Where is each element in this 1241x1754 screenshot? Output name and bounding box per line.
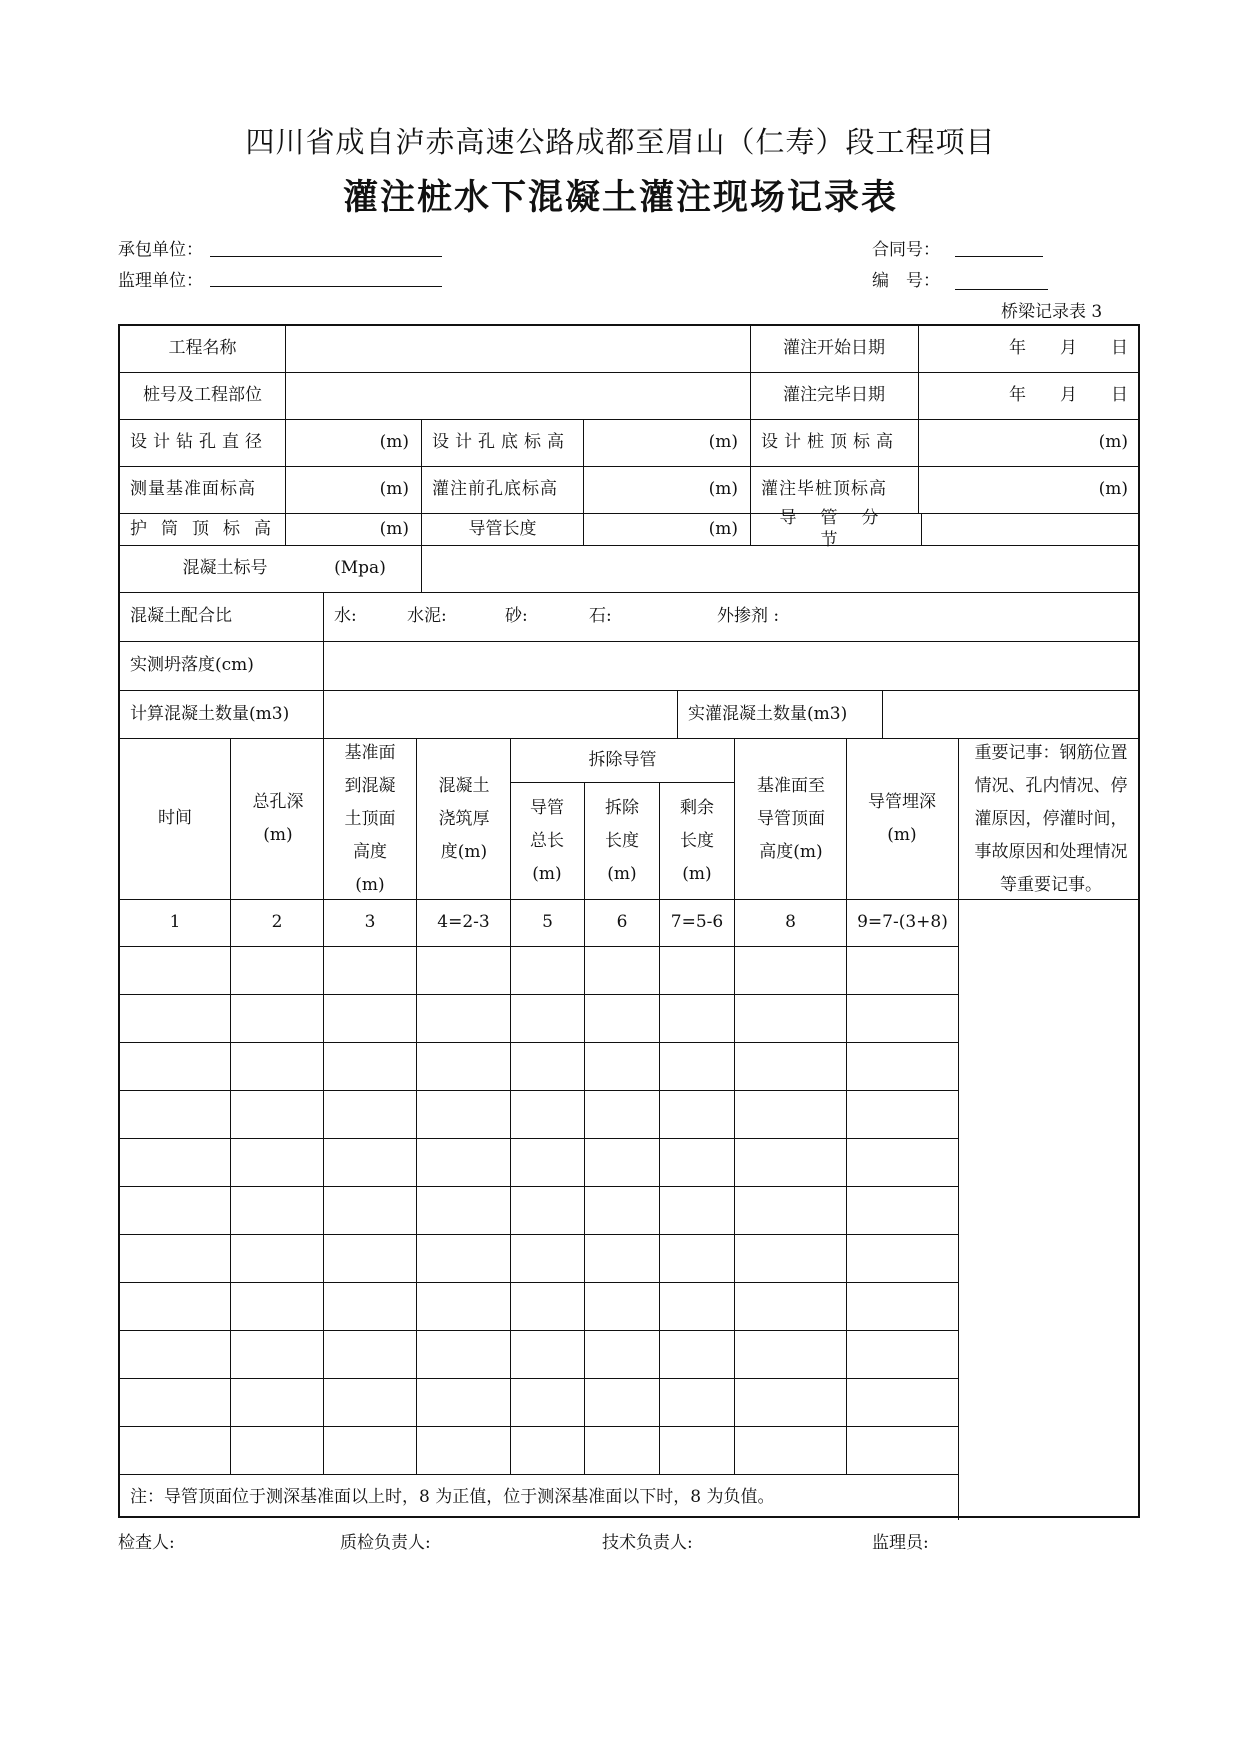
pile-top-unit[interactable]: (m) (1098, 432, 1128, 453)
form-title: 灌注桩水下混凝土灌注现场记录表 (342, 177, 898, 218)
col-divider (846, 738, 847, 1474)
contractor-field[interactable] (210, 256, 442, 257)
col-divider (416, 738, 417, 1474)
survey-datum-unit[interactable]: (m) (379, 479, 409, 500)
col-header-removed-length: 拆除长度(m) (605, 797, 639, 884)
mix-water-label: 水: (334, 606, 357, 627)
project-title: 四川省成自泸赤高速公路成都至眉山（仁寿）段工程项目 (245, 125, 996, 159)
pipe-length-unit[interactable]: (m) (708, 518, 738, 539)
record-table (118, 324, 1140, 1518)
col-number-7: 7=5-6 (670, 912, 724, 933)
slump-field[interactable] (324, 642, 1140, 690)
mix-sand-label: 砂: (505, 606, 528, 627)
col-number-1: 1 (169, 912, 181, 933)
row-divider (120, 1378, 958, 1379)
col-divider (230, 738, 231, 1474)
project-name-field[interactable] (286, 326, 750, 372)
pipe-length-label: 导管长度 (468, 518, 537, 539)
col-header-time: 时间 (158, 808, 192, 829)
pile-top-label: 设计桩顶标高 (761, 432, 899, 453)
pile-location-field[interactable] (286, 373, 750, 419)
col-header-pipe-total: 导管总长(m) (530, 797, 564, 884)
notes-header: 重要记事：钢筋位置情况、孔内情况、停灌原因，停灌时间，事故原因和处理情况等重要记事。 (974, 742, 1128, 895)
calc-volume-field[interactable] (324, 691, 677, 738)
pipe-sections-field[interactable] (922, 514, 1140, 545)
col-number-6: 6 (616, 912, 628, 933)
mix-stone-label: 石: (589, 606, 612, 627)
actual-volume-label: 实灌混凝土数量(m3) (688, 703, 848, 724)
row-divider (120, 1426, 958, 1427)
drill-diameter-label: 设计钻孔直径 (130, 432, 268, 453)
concrete-grade-field[interactable] (422, 546, 1140, 592)
contractor-label: 承包单位： (118, 240, 203, 260)
supervisor-label: 监理单位： (118, 271, 203, 291)
col-divider (584, 782, 585, 1474)
hole-bottom-label: 设计孔底标高 (432, 432, 570, 453)
notes-field[interactable] (959, 900, 1140, 1518)
col-divider (659, 782, 660, 1474)
col-header-total-depth: 总孔深(m) (252, 792, 304, 845)
pipe-sections-label: 导管分节 (779, 508, 903, 550)
mix-ratio-label: 混凝土配合比 (130, 606, 232, 627)
contract-no-field[interactable] (955, 256, 1043, 257)
survey-datum-label: 测量基准面标高 (130, 479, 256, 500)
start-date-label: 灌注开始日期 (783, 338, 885, 359)
pre-pour-bottom-label: 灌注前孔底标高 (432, 479, 558, 500)
serial-no-label: 编 号： (872, 271, 940, 291)
supervisor-sign-label: 监理员: (872, 1533, 929, 1553)
col-number-4: 4=2-3 (437, 912, 490, 933)
mix-admixture-label: 外掺剂 : (717, 606, 780, 627)
col-divider (323, 738, 324, 1474)
post-pour-top-unit[interactable]: (m) (1098, 479, 1128, 500)
casing-top-unit[interactable]: (m) (379, 518, 409, 539)
row-divider (120, 946, 958, 947)
row-divider (120, 994, 958, 995)
row-divider (120, 1042, 958, 1043)
casing-top-label: 护筒顶标高 (130, 518, 285, 539)
col-divider (734, 738, 735, 1474)
row-divider (120, 1234, 958, 1235)
row-divider (120, 1138, 958, 1139)
col-header-remaining-length: 剩余长度(m) (680, 797, 714, 884)
form-id: 桥梁记录表 3 (1001, 302, 1103, 322)
end-date-field[interactable]: 年 月 日 (1009, 385, 1128, 406)
concrete-grade-label: 混凝土标号 (182, 558, 268, 579)
end-date-label: 灌注完毕日期 (783, 385, 885, 406)
tech-lead-label: 技术负责人: (602, 1533, 693, 1553)
col-header-embed-depth: 导管埋深(m) (868, 792, 936, 845)
col-number-8: 8 (785, 912, 796, 933)
slump-label: 实测坍落度(cm) (130, 655, 254, 676)
post-pour-top-label: 灌注毕桩顶标高 (761, 479, 887, 500)
qc-lead-label: 质检负责人: (340, 1533, 431, 1553)
row-divider (120, 1186, 958, 1187)
actual-volume-field[interactable] (883, 691, 1140, 738)
row-divider (120, 1282, 958, 1283)
footnote: 注：导管顶面位于测深基准面以上时，8 为正值，位于测深基准面以下时，8 为负值。 (130, 1486, 775, 1507)
drill-diameter-unit[interactable]: (m) (379, 432, 409, 453)
col-header-pipe-removal: 拆除导管 (588, 749, 657, 770)
col-number-5: 5 (542, 912, 553, 933)
col-number-3: 3 (364, 912, 376, 933)
col-header-datum-to-pipe-top: 基准面至导管顶面高度(m) (757, 775, 825, 862)
col-header-datum-to-concrete: 基准面到混凝土顶面高度(m) (344, 742, 396, 895)
pile-location-label: 桩号及工程部位 (143, 385, 262, 406)
contract-no-label: 合同号： (872, 240, 940, 260)
row-divider (120, 1330, 958, 1331)
calc-volume-label: 计算混凝土数量(m3) (130, 703, 290, 724)
row-divider (120, 1090, 958, 1091)
mix-cement-label: 水泥: (407, 606, 447, 627)
pre-pour-bottom-unit[interactable]: (m) (708, 479, 738, 500)
serial-no-field[interactable] (955, 289, 1048, 290)
col-divider (510, 738, 511, 1474)
supervisor-field[interactable] (210, 286, 442, 287)
col-number-2: 2 (271, 912, 283, 933)
col-number-9: 9=7-(3+8) (857, 912, 948, 933)
project-name-label: 工程名称 (168, 338, 237, 359)
start-date-field[interactable]: 年 月 日 (1009, 338, 1128, 359)
concrete-grade-unit: (Mpa) (334, 558, 386, 579)
col-header-pour-thickness: 混凝土浇筑厚度(m) (438, 775, 490, 862)
inspector-label: 检查人: (118, 1533, 175, 1553)
hole-bottom-unit[interactable]: (m) (708, 432, 738, 453)
